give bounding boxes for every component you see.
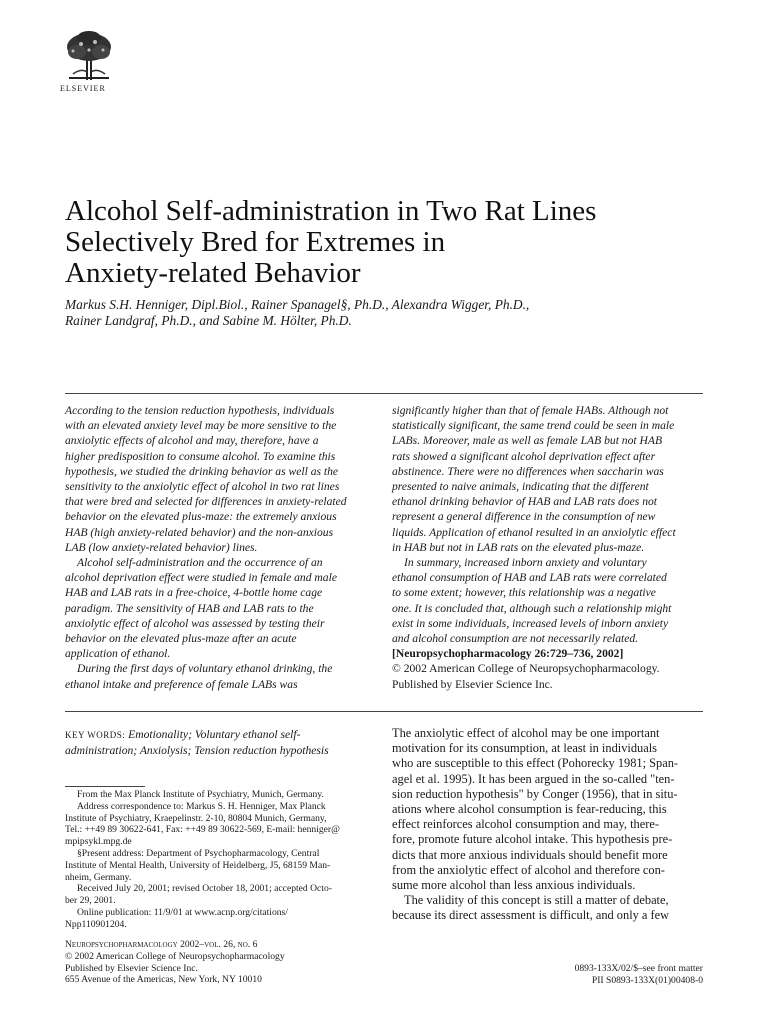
abstract-line: rats showed a significant alcohol deprivation effect after xyxy=(392,449,656,463)
abstract-bottom-rule xyxy=(65,711,703,712)
issn-code: 0893-133X/02/$–see front matter xyxy=(574,963,703,974)
abstract-line: presented to naive animals, indicating that the different xyxy=(392,480,649,494)
abstract-line: anxiolytic effect of alcohol was assessed by testing their xyxy=(65,616,325,630)
body-line: fore, promote future alcohol intake. This hypothesis pre- xyxy=(392,832,673,847)
abstract-line: HAB and LAB rats in a free-choice, 4-bottle home cage xyxy=(65,586,323,600)
body-line: effect reinforces alcohol consumption and may, there- xyxy=(392,817,659,832)
body-line: dicts that more anxious individuals should benefit more xyxy=(392,847,668,862)
abstract-right-column xyxy=(392,403,708,692)
author-line: Markus S.H. Henniger, Dipl.Biol., Rainer Spanagel§, Ph.D., Alexandra Wigger, Ph.D., xyxy=(65,297,530,312)
footnote-line: mpipsykl.mpg.de xyxy=(65,836,132,848)
footnote-line: Address correspondence to: Markus S. H. Henniger, Max Planck xyxy=(77,800,326,812)
body-line: because its direct assessment is difficult, and only a few xyxy=(392,908,670,923)
abstract-line: higher predisposition to consume alcohol. To examine this xyxy=(65,449,336,463)
abstract-line: ethanol drinking behavior of HAB and LAB rats does not xyxy=(392,495,658,509)
abstract-line: According to the tension reduction hypothesis, individuals xyxy=(65,404,335,417)
keywords-text: Emotionality; Voluntary ethanol self- xyxy=(128,728,301,741)
abstract-line: LAB (low anxiety-related behavior) lines. xyxy=(65,540,258,554)
journal-citation: [Neuropsychopharmacology 26:729–736, 2002] xyxy=(392,647,624,661)
abstract-line: that were bred and selected for differences in anxiety-related xyxy=(65,495,347,509)
pii-code: PII S0893-133X(01)00408-0 xyxy=(591,974,703,986)
footnote-line: Institute of Mental Health, University of Heidelberg, J5, 68159 Man- xyxy=(65,859,331,871)
body-line: motivation for its consumption, at least in individuals xyxy=(392,741,657,756)
abstract-line: behavior on the elevated plus-maze: the extremely anxious xyxy=(65,510,337,524)
keywords xyxy=(65,727,375,758)
abstract-line: significantly higher than that of female HABs. Although not xyxy=(392,404,669,417)
abstract-line: one. It is concluded that, although such a relationship might xyxy=(392,601,672,615)
abstract-line: exist in some individuals, increased levels of inborn anxiety xyxy=(392,616,669,630)
footnote-line: Tel.: ++49 89 30622-641, Fax: ++49 89 30622-569, E-mail: henniger@ xyxy=(65,824,340,836)
abstract-line: ethanol consumption of HAB and LAB rats were correlated xyxy=(392,571,667,585)
journal-publisher: Published by Elsevier Science Inc. xyxy=(65,962,198,974)
keywords-text: administration; Anxiolysis; Tension reduction hypothesis xyxy=(65,744,329,758)
abstract-left-column xyxy=(65,403,375,692)
body-line: sume more alcohol than less anxious individuals. xyxy=(392,878,636,893)
footnote-line: ber 29, 2001. xyxy=(65,895,116,907)
publisher-logo xyxy=(60,30,120,93)
article-title-line: Selectively Bred for Extremes in xyxy=(65,226,446,258)
abstract-line: HAB (high anxiety-related behavior) and the non-anxious xyxy=(65,525,334,539)
journal-info xyxy=(65,939,285,986)
abstract-line: During the first days of voluntary ethanol drinking, the xyxy=(77,662,333,676)
abstract-line: hypothesis, we studied the drinking behavior as well as the xyxy=(65,464,339,478)
body-line: who are susceptible to this effect (Pohorecky 1981; Span- xyxy=(392,756,679,771)
abstract-line: liquids. Application of ethanol resulted in an anxiolytic effect xyxy=(392,525,676,539)
journal-issue: Neuropsychopharmacology 2002–vol. 26, no. 6 xyxy=(65,939,258,950)
footnote-line: Received July 20, 2001; revised October 18, 2001; accepted Octo- xyxy=(77,883,332,895)
elsevier-tree-logo xyxy=(63,30,115,82)
abstract-line: application of ethanol. xyxy=(65,647,171,661)
body-line: agel et al. 1995). It has been argued in the so-called "ten- xyxy=(392,771,675,786)
copyright-line: © 2002 American College of Neuropsychopharmacology. xyxy=(392,662,660,676)
author-line: Rainer Landgraf, Ph.D., and Sabine M. Hölter, Ph.D. xyxy=(65,313,352,328)
footnote-rule xyxy=(65,786,145,787)
article-header xyxy=(65,196,725,329)
article-title-line: Alcohol Self-administration in Two Rat Lines xyxy=(65,195,597,227)
abstract-line: Alcohol self-administration and the occurrence of an xyxy=(77,556,323,570)
abstract-line: abstinence. There were no differences when saccharin was xyxy=(392,464,664,478)
abstract-line: and alcohol consumption are not necessarily related. xyxy=(392,632,639,646)
footnotes xyxy=(65,789,377,931)
footnote-line: Npp110901204. xyxy=(65,918,127,930)
abstract-line: behavior on the elevated plus-maze after an acute xyxy=(65,632,297,646)
publisher-name: ELSEVIER xyxy=(60,84,106,93)
abstract-top-rule xyxy=(65,393,703,394)
abstract-line: In summary, increased inborn anxiety and voluntary xyxy=(404,556,647,570)
footnote-line: §Present address: Department of Psychopharmacology, Central xyxy=(77,847,320,859)
footnote-line: nheim, Germany. xyxy=(65,871,132,883)
footnote-line: Institute of Psychiatry, Kraepelinstr. 2-10, 80804 Munich, Germany, xyxy=(65,812,327,824)
body-line: sion reduction hypothesis" by Conger (1956), that in situ- xyxy=(392,786,678,801)
abstract-line: anxiolytic effects of alcohol and may, therefore, have a xyxy=(65,434,319,448)
abstract-line: in HAB but not in LAB rats on the elevated plus-maze. xyxy=(392,540,645,554)
abstract-line: represent a general difference in the consumption of new xyxy=(392,510,656,524)
body-line: ations where alcohol consumption is fear-reducing, this xyxy=(392,802,667,817)
article-codes xyxy=(460,963,703,987)
abstract-line: sensitivity to the anxiolytic effect of alcohol in two rat lines xyxy=(65,480,340,494)
keywords-label: KEY WORDS: xyxy=(65,730,126,740)
body-text xyxy=(392,726,708,924)
footnote-line: Online publication: 11/9/01 at www.acnp.org/citations/ xyxy=(77,906,288,918)
footnote-line: From the Max Planck Institute of Psychiatry, Munich, Germany. xyxy=(77,789,324,800)
journal-address: 655 Avenue of the Americas, New York, NY 10010 xyxy=(65,974,262,986)
body-line: The validity of this concept is still a matter of debate, xyxy=(404,893,669,908)
journal-copyright: © 2002 American College of Neuropsychopharmacology xyxy=(65,950,285,962)
abstract-line: with an elevated anxiety level may be more sensitive to the xyxy=(65,419,337,433)
abstract-line: ethanol intake and preference of female LABs was xyxy=(65,677,298,691)
abstract-line: LABs. Moreover, male as well as female LAB but not HAB xyxy=(392,434,663,448)
copyright-line: Published by Elsevier Science Inc. xyxy=(392,677,553,691)
body-line: from the anxiolytic effect of alcohol and therefore con- xyxy=(392,862,665,877)
abstract-line: paradigm. The sensitivity of HAB and LAB rats to the xyxy=(65,601,314,615)
abstract-line: to some extent; however, this relationship was a negative xyxy=(392,586,656,600)
body-line: The anxiolytic effect of alcohol may be one important xyxy=(392,726,660,740)
abstract-line: statistically significant, the same trend could be seen in male xyxy=(392,419,675,433)
author-list xyxy=(65,297,725,329)
abstract-line: alcohol deprivation effect were studied in female and male xyxy=(65,571,337,585)
article-title-line: Anxiety-related Behavior xyxy=(65,257,361,289)
